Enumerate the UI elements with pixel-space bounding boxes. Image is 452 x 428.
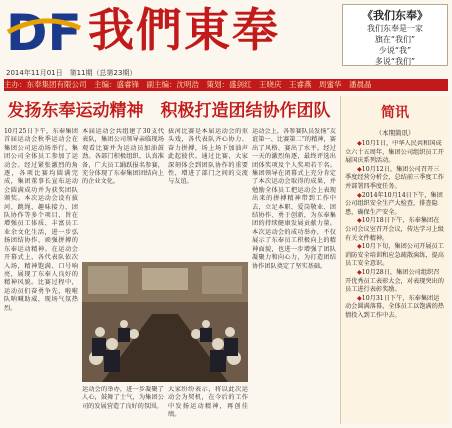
slogan-line: 少说“我” xyxy=(378,46,412,55)
bullet-icon: ◆ xyxy=(357,165,362,173)
news-brief-item: ◆10月下旬，集团公司开展员工消防安全培训和应急疏散演练，提高员工安全意识。 xyxy=(345,243,444,268)
article-column-2: 本届运动会共组建了30支代表队，集团公司领导亲临现场观看比赛并为运动员加油鼓劲。各部门积极组织、认真准备，广大员工踊跃报名参赛，充分体现了东奉集团团结向上的企业文化。 xyxy=(82,128,164,186)
meeting-photo xyxy=(82,262,248,382)
bullet-icon: ◆ xyxy=(357,268,362,276)
slogan-line: 多说“我们” xyxy=(374,57,416,66)
slogan-box xyxy=(342,4,448,66)
masthead-title: 我們東奉 xyxy=(88,3,280,57)
df-logo xyxy=(4,2,82,58)
slogan-line: 旗在“我们” xyxy=(374,35,416,44)
article-column-4: 运动会上，各参赛队员发扬“友谊第一、比赛第二”的精神，赛出了风格、赛出了水平。经过一天的激烈角逐，最终评选出团体奖项及个人奖项若干名。集团领导在闭幕式上充分肯定了本次运动会取得的成果，并勉励全体员工把运动会上表现出来的拼搏精神带到工作中去，立足本职、爱岗敬业、团结协作、勇于创新，为东奉集团的持续健康发展贡献力量。本次运动会的成功举办，不仅展示了东奉员工积极向上的精神面貌，也进一步增强了团队凝聚力和向心力，为打造团结协作团队奠定了坚实基础。 xyxy=(252,128,336,270)
article-column-1: 10月25日下午，东奉集团首届运动会秋季运动会在集团公司运动场举行，集团公司全体员工参加了运动会。经过紧张激烈的角逐，各项比赛均圆满完成，集团董事长宣布运动会圆满成功并为获奖团队颁奖。本次运动会设有拔河、跳绳、趣味接力、团队协作等多个项目，旨在增强员工体质、丰富员工业余文化生活，进一步弘扬团结协作、顽强拼搏的东奉运动精神。在运动会开幕式上，各代表队依次入场，精神饱满、口号响亮，展现了东奉人良好的精神风貌。比赛过程中，运动员们奋勇争先，啦啦队呐喊助威，现场气氛热烈。 xyxy=(4,128,78,312)
news-brief-item: ◆10月28日，集团公司组织召开优秀员工表彰大会，对表现突出的员工进行表彰奖励。 xyxy=(345,268,444,294)
bullet-icon: ◆ xyxy=(357,294,362,302)
slogan-line: 我们东奉是一家 xyxy=(367,24,423,33)
news-brief-item: ◆10月31日下午，东奉集团运动会圆满落幕，全体员工以饱满的热情投入到工作中去。 xyxy=(345,294,444,319)
bullet-icon: ◆ xyxy=(357,217,362,225)
news-brief-item: ◆10月18日下午，东奉集团在公司会议室召开会议，传达学习上级有关文件精神。 xyxy=(345,217,444,242)
slogan-heading: 《我们东奉》 xyxy=(362,9,428,22)
sidebar-subtitle: （本期简讯） xyxy=(375,129,415,137)
article-column-3: 拔河比赛是本届运动会的重头戏，各代表队齐心协力、奋力拼搏，场上场下加油声此起彼伏。通过比赛，大家深刻体会到团队协作的重要性，增进了部门之间的交流与友谊。 xyxy=(168,128,248,186)
bullet-icon: ◆ xyxy=(357,243,362,251)
issue-info: 2014年11月01日 第11期（总第23期） xyxy=(6,69,137,77)
article-column-2-lower: 运动会的举办，进一步凝聚了人心，鼓舞了士气，为集团公司的发展营造了良好的氛围。 xyxy=(82,386,164,410)
headline: 发扬东奉运动精神 积极打造团结协作团队 xyxy=(7,101,331,121)
bullet-icon: ◆ xyxy=(357,140,362,147)
news-brief-item: ◆10月1日，中华人民共和国成立六十五周年，集团公司组织员工开展国庆系列活动。 xyxy=(345,140,444,165)
news-brief-sidebar xyxy=(340,96,449,424)
news-brief-item: ◆2014年10月14日下午，集团公司组织安全生产大检查，排查隐患，确保生产安全。 xyxy=(345,191,443,216)
bullet-icon: ◆ xyxy=(357,191,362,199)
news-brief-item: ◆10月12日，集团公司召开三季度经营分析会，总结前三季度工作并部署四季度任务。 xyxy=(345,165,444,190)
logo-text: DF xyxy=(6,4,82,58)
sidebar-title: 简讯 xyxy=(381,105,409,121)
article-column-3-lower: 大家纷纷表示，将以此次运动会为契机，在今后的工作中发扬运动精神，再创佳绩。 xyxy=(168,386,248,419)
sidebar-items xyxy=(345,140,445,422)
credits-bar: 主办：东奉集团有限公司 主编：盛睿锋 副主编：沈明浩 策划：盛剑红 王晓庆 王睿燕 周蜜华 潘晨晶 xyxy=(4,79,448,91)
